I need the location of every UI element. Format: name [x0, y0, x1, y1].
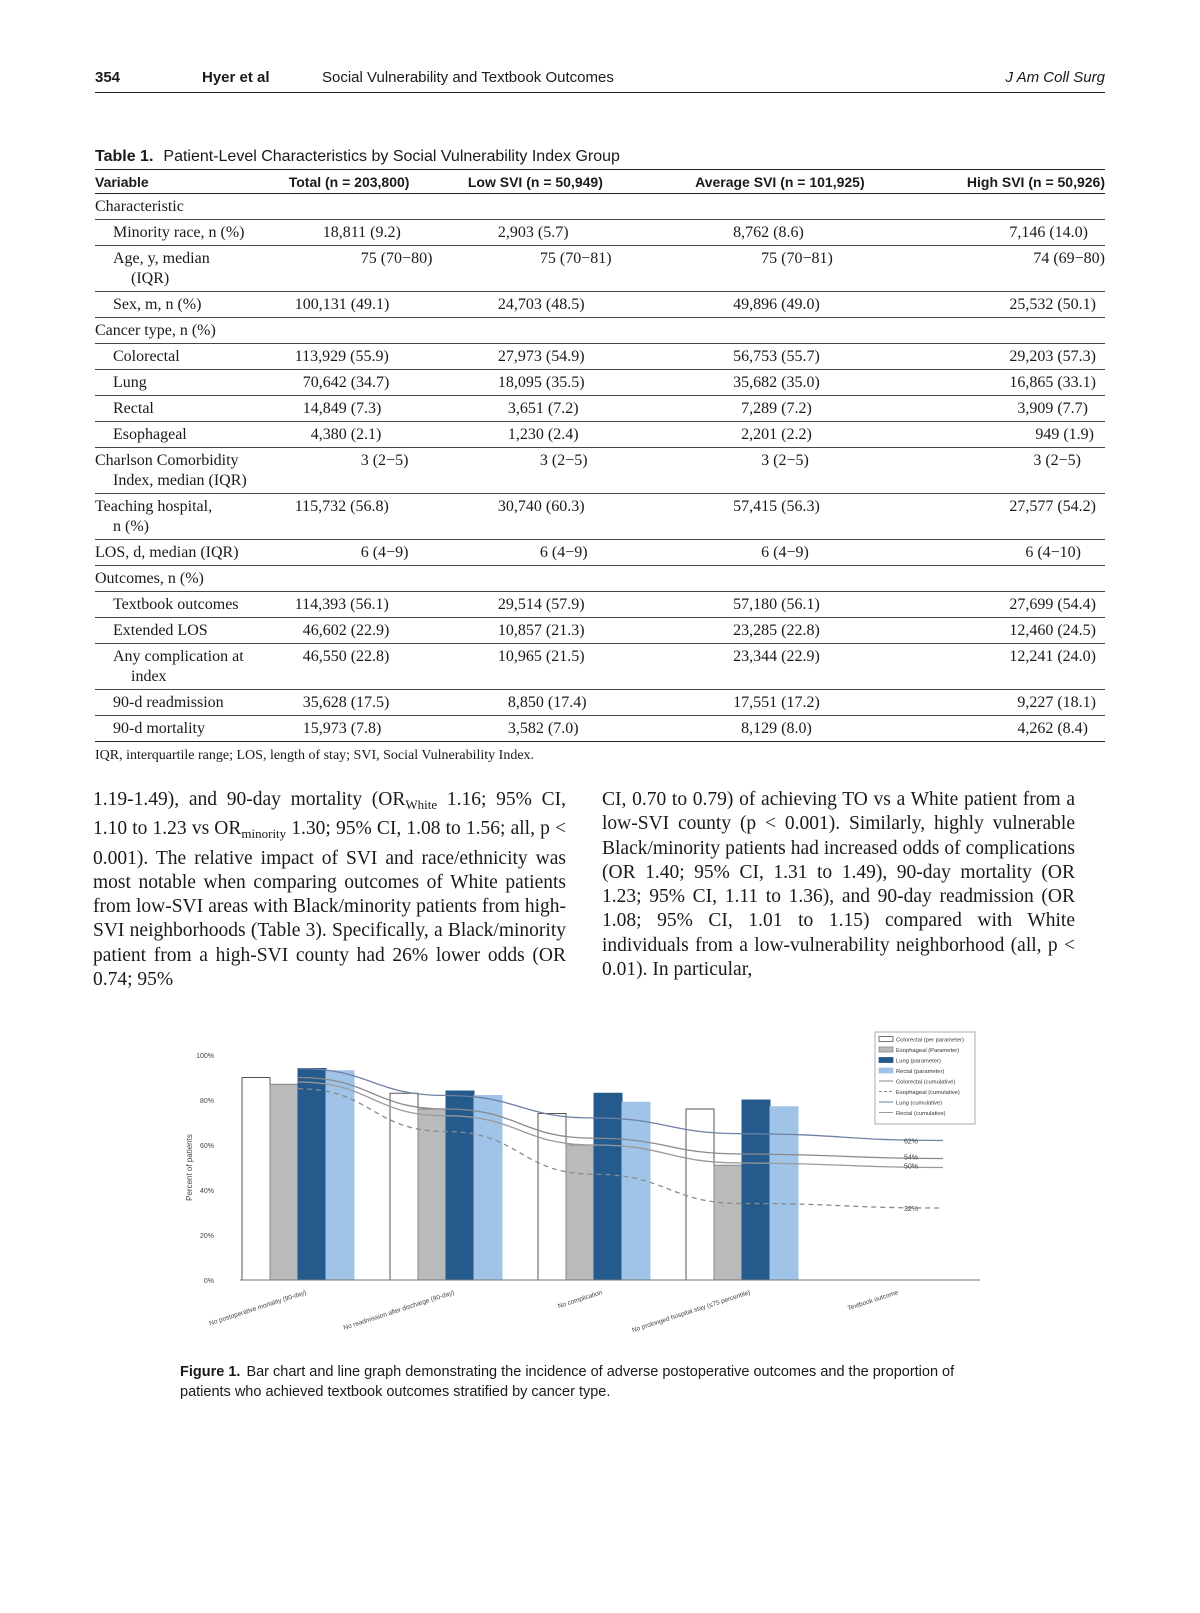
header-total: Total (n = 203,800): [283, 170, 462, 194]
legend-label: Esophageal (cumulative): [896, 1090, 960, 1096]
x-category-label: No postoperative mortality (90-day): [208, 1289, 308, 1328]
table-label: Table 1.: [95, 148, 154, 165]
table-caption: Patient-Level Characteristics by Social Vulnerability Index Group: [163, 148, 620, 165]
bar: [686, 1109, 714, 1280]
bar: [742, 1100, 770, 1280]
y-tick-label: 100%: [196, 1053, 214, 1060]
legend-label: Colorectal (per parameter): [896, 1037, 964, 1044]
table-row: Minority race, n (%) 18,811 (9.2) 2,903 (5.7) 8,762 (8.6) 7,146 (14.0): [95, 220, 1105, 246]
x-category-label: No prolonged hospital stay (≤75 percentile): [631, 1289, 752, 1335]
header-high-svi: High SVI (n = 50,926): [925, 170, 1105, 194]
body-text-left-column: 1.19-1.49), and 90-day mortality ($OR_{White}$ 1.16; 95% CI, 1.10 to 1.23 vs $OR_{minority}$ 1.30; 95% CI, 1.08 to 1.56; all, p < 0.001). The relative impact of SVI and race/ethnicity was most notable when comparing outcomes of White patients from low-SVI areas with Black/minority patients from high-SVI neighborhoods (Table 3). Specifically, a Black/minority patient from a high-SVI county had 26% lower odds (OR 0.74; 95%: [93, 789, 566, 991]
table-row: 90-d readmission 35,628 (17.5) 8,850 (17.4) 17,551 (17.2) 9,227 (18.1): [95, 690, 1105, 716]
y-tick-label: 40%: [199, 1188, 214, 1195]
header-average-svi: Average SVI (n = 101,925): [661, 170, 925, 194]
x-category-label: No complication: [557, 1289, 604, 1311]
legend-swatch: [879, 1047, 893, 1052]
figure-caption-text: Bar chart and line graph demonstrating the incidence of adverse postoperative outcomes and the proportion of patients who achieved textbook outcomes stratified by cancer type.: [180, 1364, 955, 1400]
running-head: [95, 66, 1105, 93]
section-label: Outcomes, n (%): [95, 566, 1105, 592]
legend-label: Rectal (cumulative): [896, 1111, 946, 1117]
table-row: Extended LOS 46,602 (22.9) 10,857 (21.3) 23,285 (22.8) 12,460 (24.5): [95, 618, 1105, 644]
table-row: LOS, d, median (IQR) 6 (4−9) 6 (4−9) 6 (4−9) 6 (4−10): [95, 540, 1105, 566]
legend-label: Lung (cumulative): [896, 1100, 943, 1107]
table-row: [95, 318, 1105, 344]
bar: [242, 1078, 270, 1281]
journal-name: J Am Coll Surg: [1005, 69, 1105, 86]
table-row: Textbook outcomes 114,393 (56.1) 29,514 (57.9) 57,180 (56.1) 27,699 (54.4): [95, 592, 1105, 618]
section-label: Characteristic: [95, 194, 1105, 220]
y-axis-label: Percent of patients: [185, 1134, 194, 1201]
bar: [622, 1102, 650, 1280]
bar: [270, 1084, 298, 1280]
figure-1-chart: [180, 1028, 990, 1358]
figure-label: Figure 1.: [180, 1364, 241, 1380]
table-row: Colorectal 113,929 (55.9) 27,973 (54.9) 56,753 (55.7) 29,203 (57.3): [95, 344, 1105, 370]
table-row: 90-d mortality 15,973 (7.8) 3,582 (7.0) 8,129 (8.0) 4,262 (8.4): [95, 716, 1105, 742]
x-category-label: Textbook outcome: [846, 1289, 900, 1313]
table-row: Any complication at index 46,550 (22.8) 10,965 (21.5) 23,344 (22.9) 12,241 (24.0): [95, 644, 1105, 690]
bar: [418, 1109, 446, 1280]
y-tick-label: 20%: [199, 1233, 214, 1240]
header-variable: Variable: [95, 170, 283, 194]
legend-swatch: [879, 1037, 893, 1042]
page-number: 354: [95, 69, 121, 86]
y-tick-label: 60%: [199, 1143, 214, 1150]
table-row: Charlson Comorbidity Index, median (IQR) 3 (2−5) 3 (2−5) 3 (2−5) 3 (2−5): [95, 448, 1105, 494]
body-text-right-column: CI, 0.70 to 0.79) of achieving TO vs a White patient from a low-SVI county (p < 0.001). Similarly, highly vulnerable Black/minority patients had increased odds of complications (OR 1.40; 95% CI, 1.31 to 1.49), 90-day mortality (OR 1.23; 95% CI, 1.11 to 1.36), and 90-day readmission (OR 1.08; 95% CI, 1.01 to 1.15) compared with White individuals from a low-vulnerability neighborhood (all, p < 0.01). In particular,: [602, 789, 1075, 981]
line-end-label: 50%: [904, 1163, 919, 1171]
section-label: Cancer type, n (%): [95, 318, 1105, 344]
table-row: [95, 194, 1105, 220]
bar: [770, 1107, 798, 1280]
bar: [446, 1091, 474, 1280]
running-head-title: Social Vulnerability and Textbook Outcomes: [322, 69, 614, 86]
table-row: Age, y, median (IQR) 75 (70−80) 75 (70−81) 75 (70−81) 74 (69−80): [95, 246, 1105, 292]
bar: [474, 1096, 502, 1281]
y-tick-label: 80%: [199, 1098, 214, 1105]
table-footnote: IQR, interquartile range; LOS, length of stay; SVI, Social Vulnerability Index.: [95, 748, 535, 763]
running-head-authors: Hyer et al: [202, 69, 270, 86]
bar: [714, 1165, 742, 1280]
header-low-svi: Low SVI (n = 50,949): [462, 170, 661, 194]
line-end-label: 62%: [904, 1138, 919, 1146]
table-row: [95, 566, 1105, 592]
table-header-row: [95, 170, 1105, 194]
table-row: Esophageal 4,380 (2.1) 1,230 (2.4) 2,201 (2.2) 949 (1.9): [95, 422, 1105, 448]
table-row: Lung 70,642 (34.7) 18,095 (35.5) 35,682 (35.0) 16,865 (33.1): [95, 370, 1105, 396]
line-end-label: 54%: [904, 1154, 919, 1162]
legend-label: Lung (parameter): [896, 1058, 941, 1065]
legend-label: Esophageal (Parameter): [896, 1048, 960, 1054]
table-1: [95, 148, 1105, 764]
legend-label: Colorectal (cumulative): [896, 1079, 956, 1086]
legend-label: Rectal (parameter): [896, 1069, 945, 1075]
bar: [594, 1093, 622, 1280]
bar: [326, 1071, 354, 1280]
chart-svg: [180, 1028, 990, 1358]
bar: [298, 1069, 326, 1281]
table-title: [95, 148, 1105, 170]
characteristics-table: [95, 170, 1105, 742]
legend-swatch: [879, 1058, 893, 1063]
table-row: Teaching hospital, n (%) 115,732 (56.8) 30,740 (60.3) 57,415 (56.3) 27,577 (54.2): [95, 494, 1105, 540]
legend-swatch: [879, 1068, 893, 1073]
table-row: Sex, m, n (%) 100,131 (49.1) 24,703 (48.5) 49,896 (49.0) 25,532 (50.1): [95, 292, 1105, 318]
figure-caption: [180, 1362, 1000, 1402]
x-category-label: No readmission after discharge (90-day): [342, 1289, 456, 1332]
table-row: Rectal 14,849 (7.3) 3,651 (7.2) 7,289 (7.2) 3,909 (7.7): [95, 396, 1105, 422]
bar: [566, 1145, 594, 1280]
line-end-label: 32%: [904, 1206, 919, 1213]
y-tick-label: 0%: [203, 1278, 214, 1285]
